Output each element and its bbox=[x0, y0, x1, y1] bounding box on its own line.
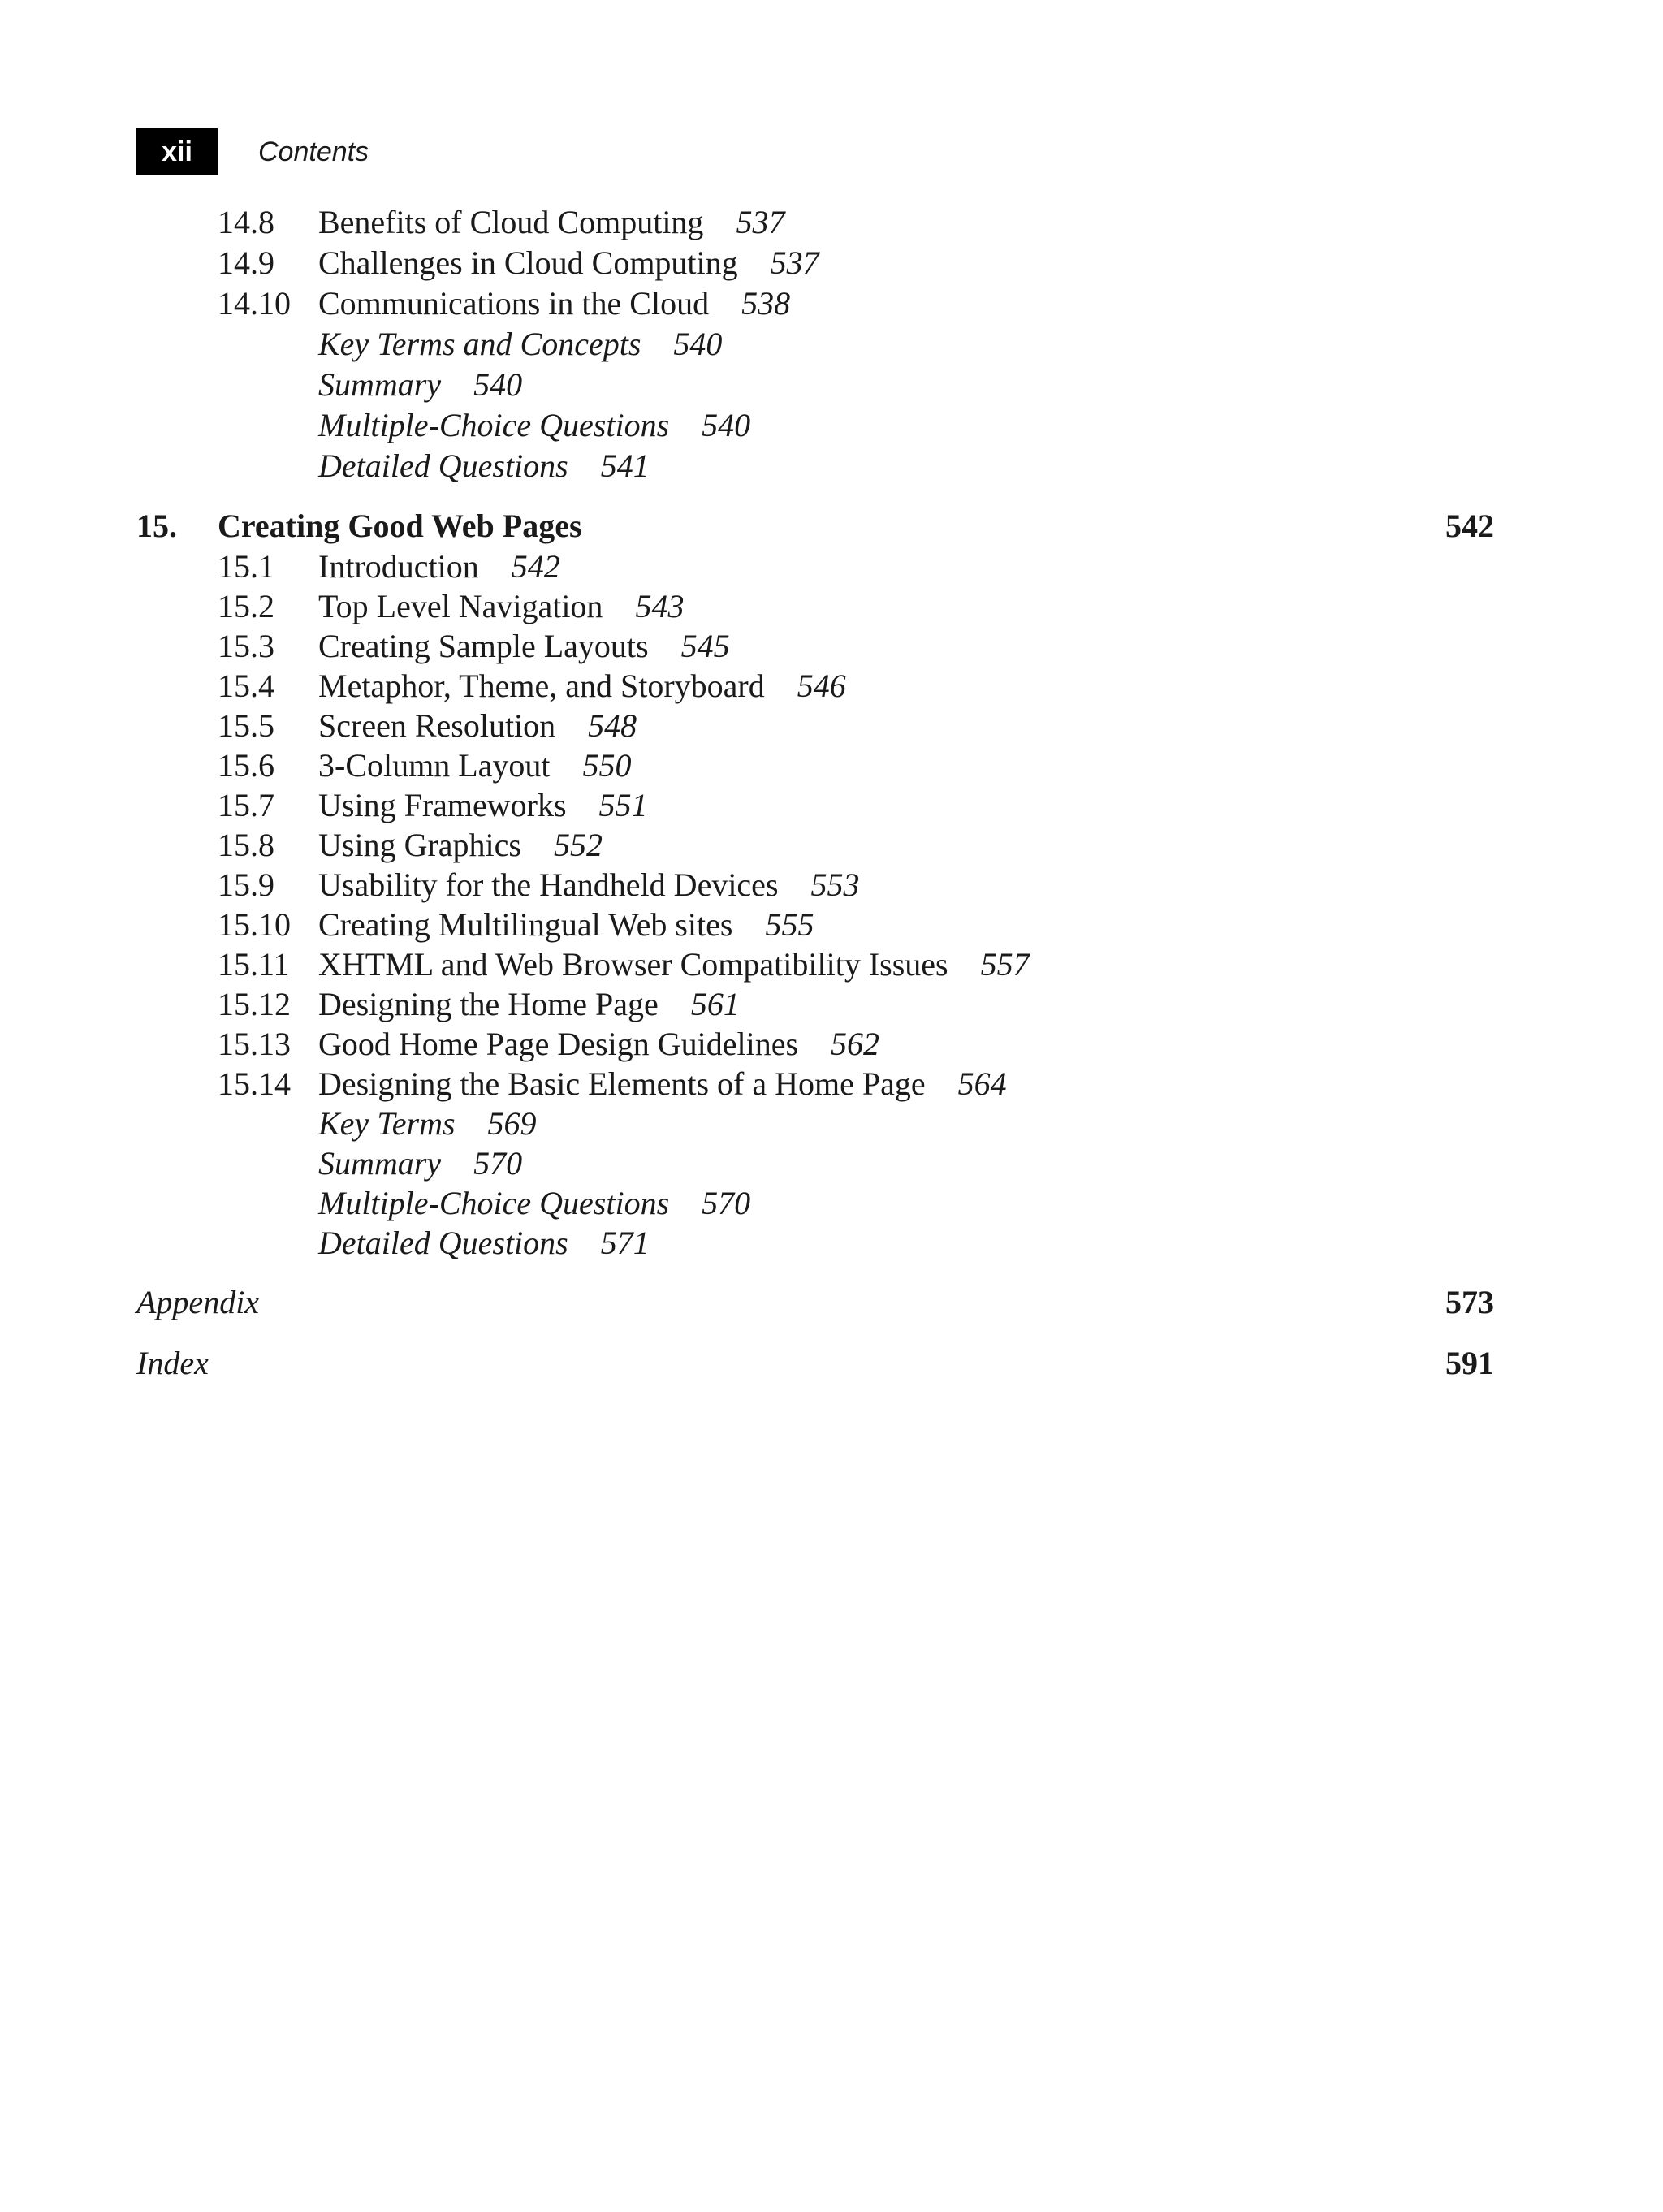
chapter-page: 542 bbox=[1445, 508, 1494, 544]
section-number: 15.9 bbox=[218, 866, 274, 903]
back-matter-page: 591 bbox=[1445, 1345, 1494, 1381]
back-matter-page: 573 bbox=[1445, 1284, 1494, 1320]
section-page: 562 bbox=[831, 1026, 880, 1062]
section-title: Top Level Navigation bbox=[318, 588, 603, 624]
section-page: 551 bbox=[598, 787, 648, 823]
section-title: Benefits of Cloud Computing bbox=[318, 204, 704, 240]
end-matter-page: 540 bbox=[473, 366, 523, 403]
section-title: Designing the Basic Elements of a Home Page bbox=[318, 1065, 926, 1102]
chapter-title: Creating Good Web Pages bbox=[218, 508, 582, 544]
section-number: 15.5 bbox=[218, 707, 274, 744]
section-number: 15.6 bbox=[218, 747, 274, 784]
section-number: 15.2 bbox=[218, 588, 274, 624]
section-page: 537 bbox=[736, 204, 785, 240]
running-title: Contents bbox=[258, 136, 369, 167]
section-number: 15.14 bbox=[218, 1065, 291, 1102]
end-matter-title: Detailed Questions bbox=[318, 1225, 568, 1261]
back-matter-title: Appendix bbox=[136, 1284, 260, 1320]
section-number: 15.11 bbox=[218, 946, 290, 983]
chapter-number: 15. bbox=[136, 508, 177, 544]
section-title: Screen Resolution bbox=[318, 707, 556, 744]
section-page: 561 bbox=[690, 986, 740, 1022]
end-matter-title: Detailed Questions bbox=[318, 447, 568, 484]
section-number: 15.10 bbox=[218, 906, 291, 943]
section-title: Usability for the Handheld Devices bbox=[318, 866, 779, 903]
section-number: 14.8 bbox=[218, 204, 274, 240]
section-page: 550 bbox=[582, 747, 632, 784]
section-title: 3-Column Layout bbox=[318, 747, 551, 784]
end-matter-page: 541 bbox=[600, 447, 650, 484]
section-page: 542 bbox=[511, 548, 560, 585]
section-number: 15.8 bbox=[218, 827, 274, 863]
section-title: Using Graphics bbox=[318, 827, 521, 863]
end-matter-title: Multiple-Choice Questions bbox=[318, 1185, 670, 1221]
end-matter-title: Multiple-Choice Questions bbox=[318, 407, 670, 443]
section-title: Challenges in Cloud Computing bbox=[318, 244, 738, 281]
section-page: 555 bbox=[765, 906, 814, 943]
section-title: XHTML and Web Browser Compatibility Issues bbox=[318, 946, 948, 983]
section-title: Creating Multilingual Web sites bbox=[318, 906, 733, 943]
back-matter-title: Index bbox=[136, 1345, 209, 1381]
section-number: 15.13 bbox=[218, 1026, 291, 1062]
end-matter-title: Key Terms bbox=[318, 1105, 456, 1142]
section-number: 15.1 bbox=[218, 548, 274, 585]
section-page: 548 bbox=[588, 707, 637, 744]
end-matter-page: 570 bbox=[473, 1145, 523, 1182]
running-header bbox=[136, 128, 369, 175]
page-number-badge: xii bbox=[136, 128, 218, 175]
section-title: Introduction bbox=[318, 548, 479, 585]
section-page: 546 bbox=[797, 667, 846, 704]
section-page: 552 bbox=[553, 827, 603, 863]
section-title: Creating Sample Layouts bbox=[318, 628, 649, 664]
section-number: 15.3 bbox=[218, 628, 274, 664]
end-matter-title: Summary bbox=[318, 1145, 442, 1182]
section-title: Designing the Home Page bbox=[318, 986, 659, 1022]
section-page: 557 bbox=[980, 946, 1030, 983]
end-matter-page: 570 bbox=[702, 1185, 751, 1221]
section-number: 15.7 bbox=[218, 787, 274, 823]
section-page: 538 bbox=[741, 285, 791, 322]
end-matter-title: Key Terms and Concepts bbox=[318, 326, 641, 362]
end-matter-page: 569 bbox=[487, 1105, 537, 1142]
section-title: Good Home Page Design Guidelines bbox=[318, 1026, 799, 1062]
section-number: 15.4 bbox=[218, 667, 274, 704]
end-matter-title: Summary bbox=[318, 366, 442, 403]
section-title: Metaphor, Theme, and Storyboard bbox=[318, 667, 765, 704]
section-page: 553 bbox=[810, 866, 860, 903]
section-number: 14.9 bbox=[218, 244, 274, 281]
section-page: 537 bbox=[770, 244, 819, 281]
end-matter-page: 540 bbox=[673, 326, 723, 362]
section-title: Using Frameworks bbox=[318, 787, 567, 823]
end-matter-page: 571 bbox=[600, 1225, 650, 1261]
section-page: 543 bbox=[635, 588, 685, 624]
section-page: 564 bbox=[957, 1065, 1007, 1102]
section-number: 15.12 bbox=[218, 986, 291, 1022]
section-page: 545 bbox=[680, 628, 730, 664]
section-number: 14.10 bbox=[218, 285, 291, 322]
end-matter-page: 540 bbox=[702, 407, 751, 443]
section-title: Communications in the Cloud bbox=[318, 285, 710, 322]
